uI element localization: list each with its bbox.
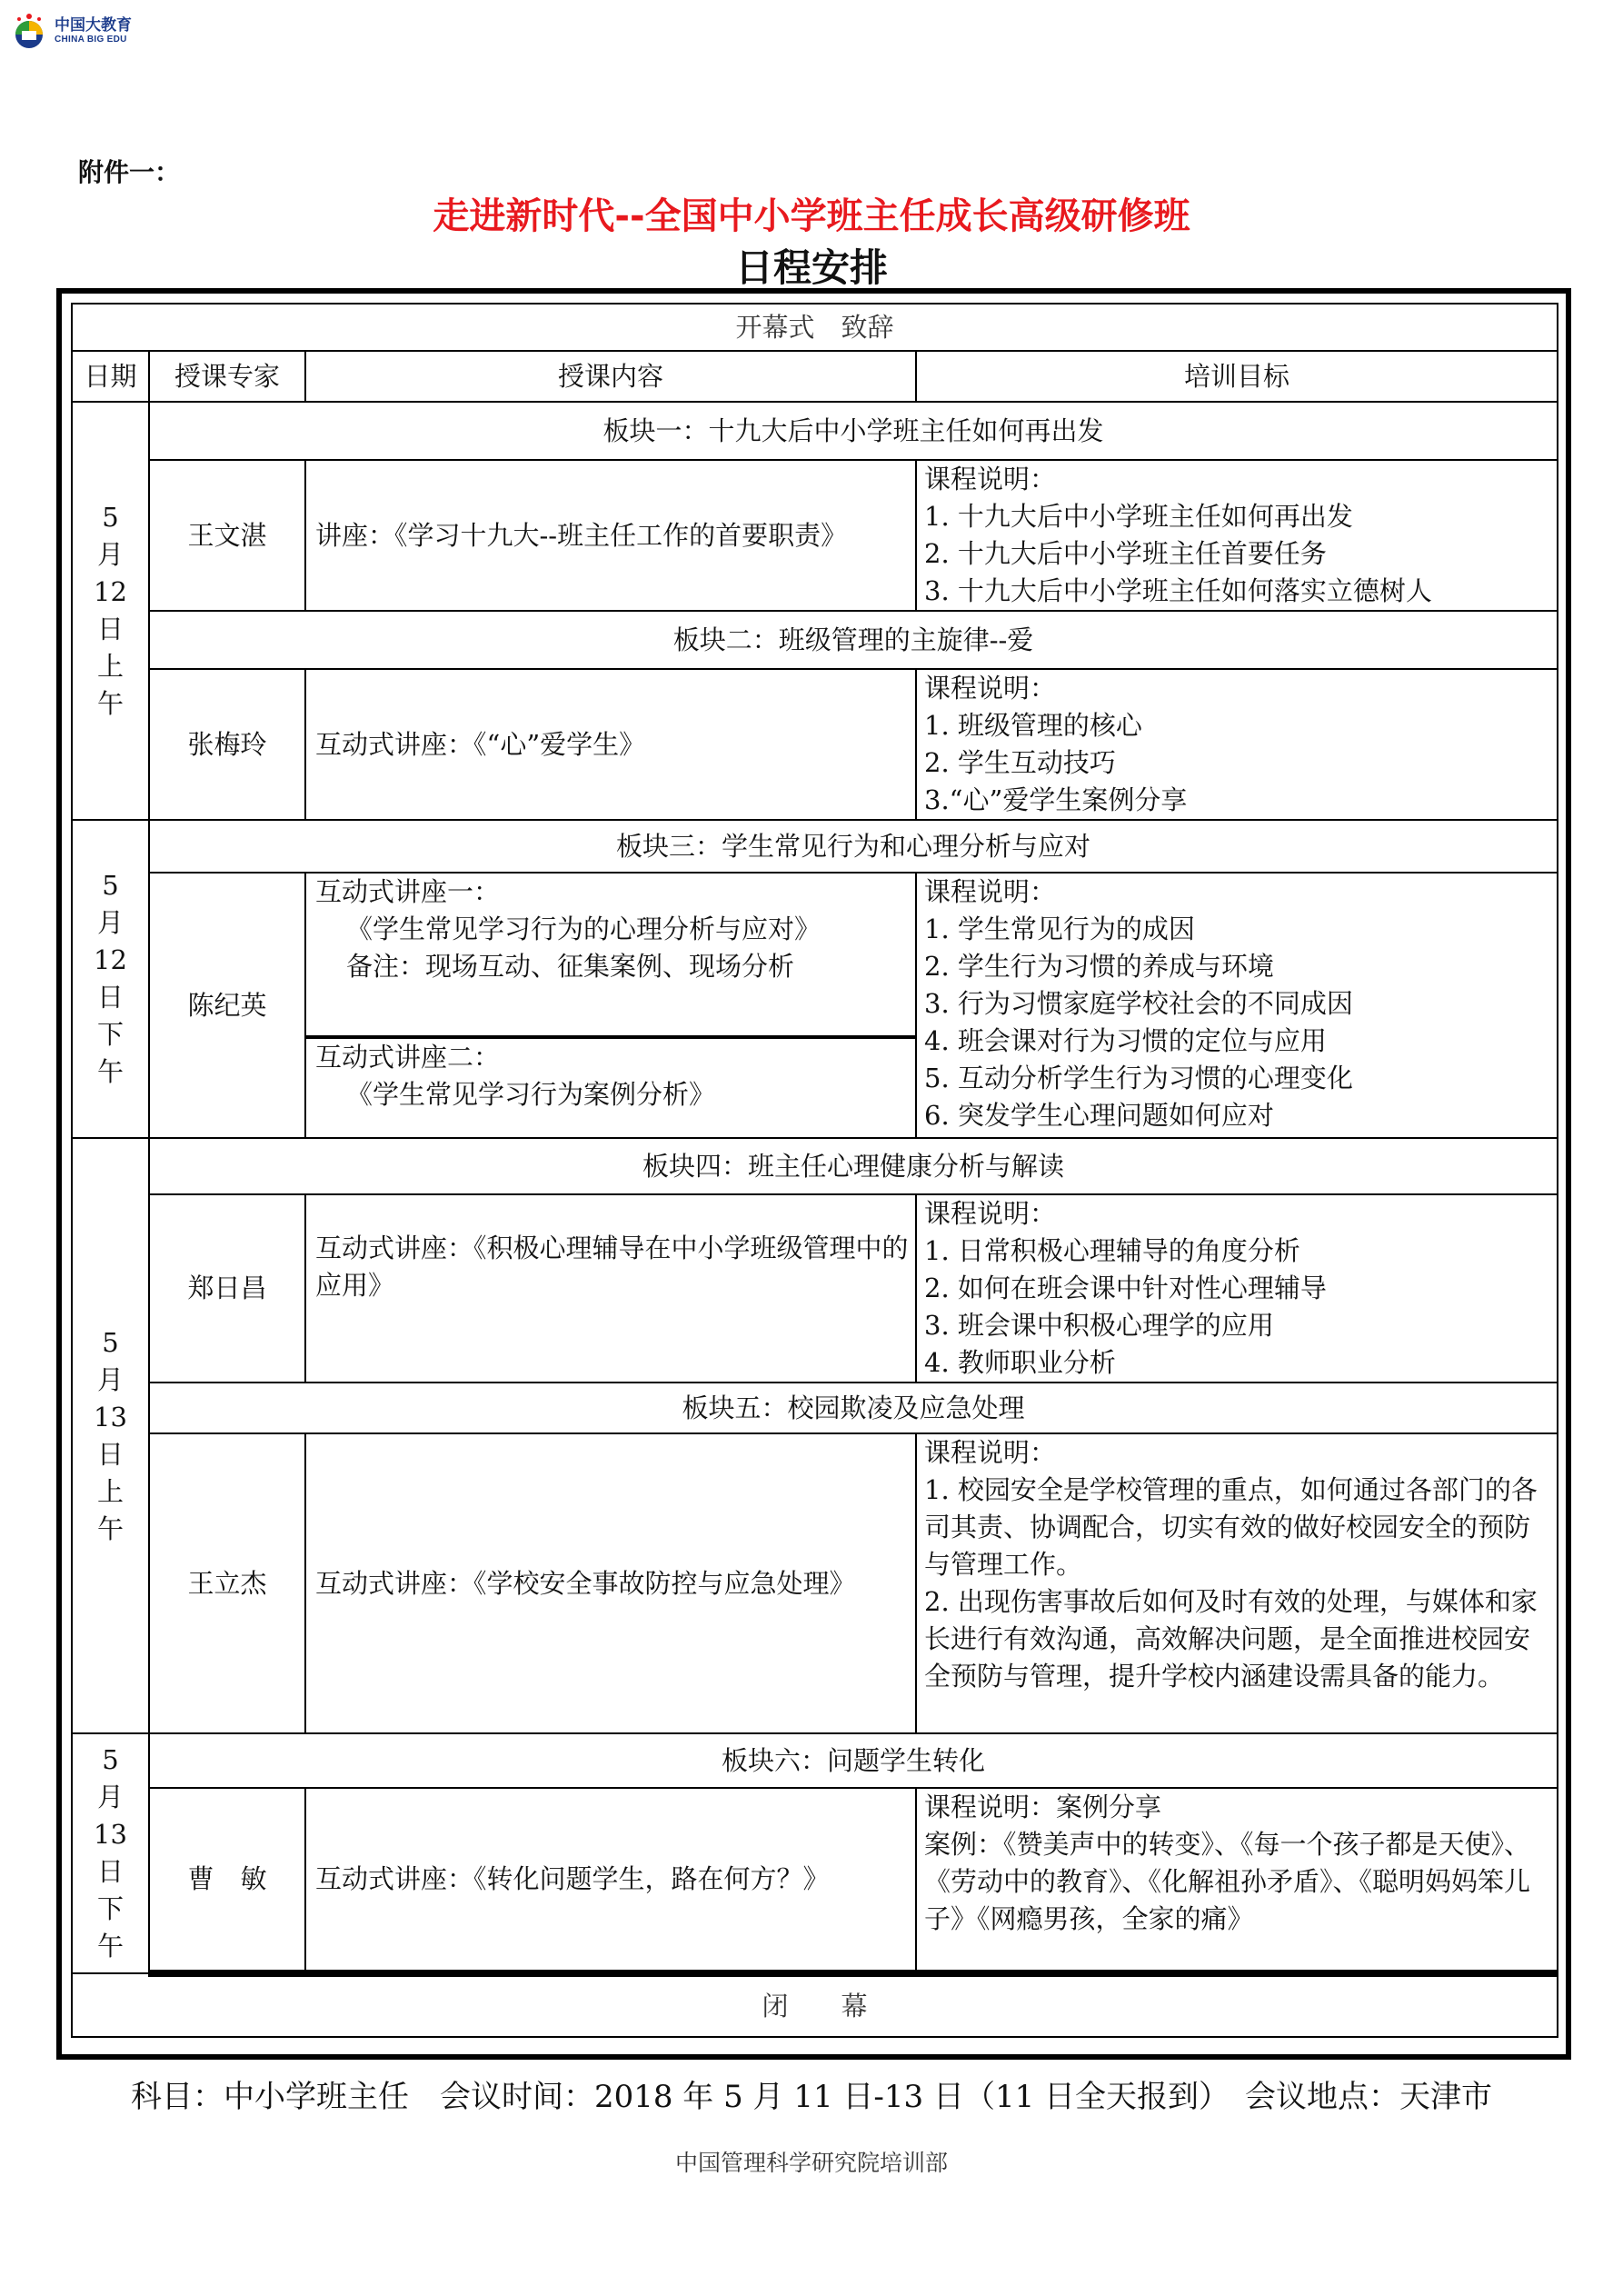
module-heading: 板块六：问题学生转化 [149, 1733, 1558, 1788]
table-row [72, 1733, 1558, 1788]
closing-ceremony: 闭 幕 [72, 1973, 1558, 2037]
table-row [72, 1433, 1558, 1733]
session-content: 互动式讲座：《转化问题学生，路在何方？》 [305, 1788, 916, 1973]
table-row [72, 1138, 1558, 1194]
header-expert: 授课专家 [149, 351, 305, 402]
expert-name: 王立杰 [149, 1433, 305, 1733]
expert-name: 王文湛 [149, 460, 305, 611]
module-heading: 板块三：学生常见行为和心理分析与应对 [149, 820, 1558, 873]
logo-name-cn: 中国大教育 [55, 16, 132, 35]
header-date: 日期 [72, 351, 149, 402]
logo-name-en: CHINA BIG EDU [55, 34, 127, 45]
session-goals: 课程说明： 1. 班级管理的核心 2. 学生互动技巧 3.“心”爱学生案例分享 [916, 669, 1558, 820]
expert-name: 曹 敏 [149, 1788, 305, 1973]
module-heading: 板块四：班主任心理健康分析与解读 [149, 1138, 1558, 1194]
table-row [72, 611, 1558, 669]
date-cell: 5 月 12 日 上 午 [72, 402, 149, 820]
table-row [72, 1194, 1558, 1383]
date-cell: 5 月 12 日 下 午 [72, 820, 149, 1138]
date-cell: 5 月 13 日 上 午 [72, 1138, 149, 1733]
table-row [72, 304, 1558, 351]
footer-info: 科目：中小学班主任 会议时间：2018 年 5 月 11 日-13 日（11 日全天报到） 会议地点：天津市 [130, 2079, 1493, 2115]
table-row [72, 402, 1558, 460]
session-content-b: 互动式讲座二： 《学生常见学习行为案例分析》 [305, 1038, 916, 1138]
session-content-a: 互动式讲座一： 《学生常见学习行为的心理分析与应对》 备注：现场互动、征集案例、现场分析 [305, 873, 916, 1036]
sub-title: 日程安排 [734, 245, 888, 290]
session-content: 互动式讲座：《“心”爱学生》 [305, 669, 916, 820]
session-goals: 课程说明： 1. 校园安全是学校管理的重点，如何通过各部门的各司其责、协调配合，切实有效的做好校园安全的预防与管理工作。 2. 出现伤害事故后如何及时有效的处理，与媒体和家长进行有效沟通，高效解决问题，是全面推进校园安全预防与管理，提升学校内涵建设需具备的能力。 [916, 1433, 1558, 1733]
table-row [72, 460, 1558, 611]
session-content: 互动式讲座：《学校安全事故防控与应急处理》 [305, 1433, 916, 1733]
session-goals: 课程说明： 1. 十九大后中小学班主任如何再出发 2. 十九大后中小学班主任首要任务 3. 十九大后中小学班主任如何落实立德树人 [916, 460, 1558, 611]
module-heading: 板块二：班级管理的主旋律--爱 [149, 611, 1558, 669]
header-row [72, 351, 1558, 402]
table-row [72, 1788, 1558, 1973]
table-row [72, 1383, 1558, 1433]
session-content: 互动式讲座：《积极心理辅导在中小学班级管理中的应用》 [305, 1194, 916, 1383]
table-row [72, 669, 1558, 820]
date-cell: 5 月 13 日 下 午 [72, 1733, 149, 1973]
header-goal: 培训目标 [916, 351, 1558, 402]
header-content: 授课内容 [305, 351, 916, 402]
module-heading: 板块五：校园欺凌及应急处理 [149, 1383, 1558, 1433]
session-goals: 课程说明： 1. 学生常见行为的成因 2. 学生行为习惯的养成与环境 3. 行为习惯家庭学校社会的不同成因 4. 班会课对行为习惯的定位与应用 5. 互动分析学生行为习惯的心理变化 6. 突发学生心理问题如何应对 [916, 873, 1558, 1138]
table-row [72, 873, 1558, 1036]
table-row [72, 1973, 1558, 2037]
session-content: 讲座：《学习十九大--班主任工作的首要职责》 [305, 460, 916, 611]
attachment-label: 附件一： [78, 157, 181, 187]
logo-emblem-icon [9, 11, 49, 51]
main-title: 走进新时代--全国中小学班主任成长高级研修班 [433, 195, 1190, 237]
footer-organizer: 中国管理科学研究院培训部 [674, 2150, 948, 2176]
schedule-frame [56, 288, 1571, 2060]
expert-name: 张梅玲 [149, 669, 305, 820]
module-heading: 板块一：十九大后中小学班主任如何再出发 [149, 402, 1558, 460]
expert-name: 郑日昌 [149, 1194, 305, 1383]
expert-name: 陈纪英 [149, 873, 305, 1138]
schedule-table [71, 303, 1558, 2038]
opening-ceremony: 开幕式 致辞 [72, 304, 1558, 351]
logo [9, 11, 132, 51]
table-row [72, 820, 1558, 873]
session-goals: 课程说明： 1. 日常积极心理辅导的角度分析 2. 如何在班会课中针对性心理辅导 3. 班会课中积极心理学的应用 4. 教师职业分析 [916, 1194, 1558, 1383]
session-goals: 课程说明：案例分享 案例：《赞美声中的转变》、《每一个孩子都是天使》、《劳动中的教育》、《化解祖孙矛盾》、《聪明妈妈笨儿子》《网瘾男孩，全家的痛》 [916, 1788, 1558, 1973]
